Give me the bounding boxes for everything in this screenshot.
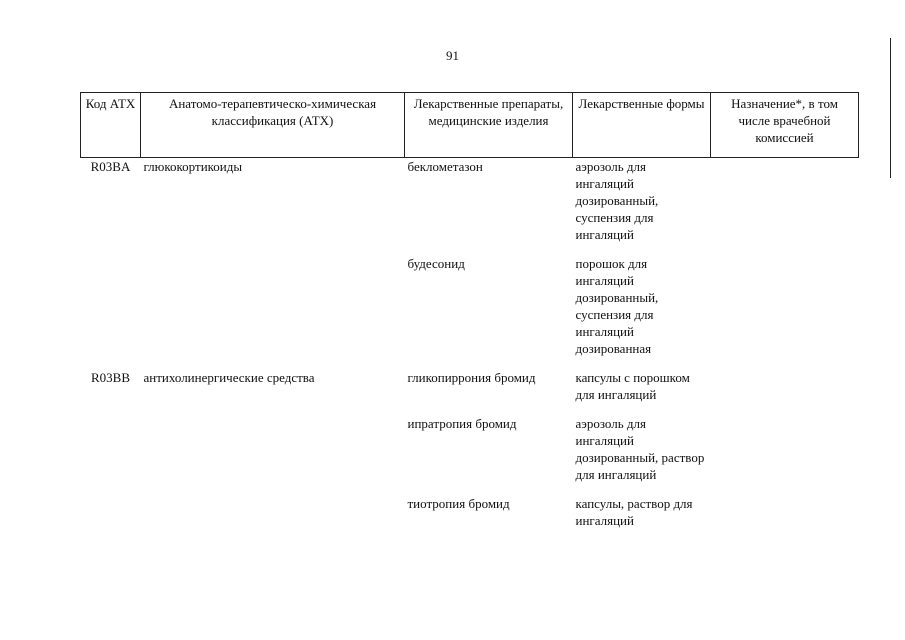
atx-classification xyxy=(141,255,405,357)
drug-form: порошок для ингаляций дозированный, суспензия для ингаляций дозированная xyxy=(575,256,659,356)
atx-code xyxy=(81,415,141,483)
atx-classification: глюкокортикоиды xyxy=(143,159,243,174)
drug-form: аэрозоль для ингаляций дозированный, раствор для ингаляций xyxy=(575,416,705,482)
table-row xyxy=(81,415,859,483)
drug-form: капсулы, раствор для ингаляций xyxy=(575,496,693,528)
atx-code: R03BA xyxy=(90,159,131,174)
atx-code xyxy=(81,255,141,357)
drug-purpose xyxy=(711,255,859,357)
drug-purpose xyxy=(711,369,859,403)
table-row xyxy=(81,495,859,529)
header-code: Код АТХ xyxy=(81,93,141,158)
drug-name: ипратропия бромид xyxy=(407,416,517,431)
table-row xyxy=(81,158,859,244)
drug-name: будесонид xyxy=(407,256,465,271)
drug-purpose xyxy=(711,415,859,483)
header-classification: Анатомо-терапевтическо-химическая классификация (АТХ) xyxy=(141,93,405,158)
table-row xyxy=(81,369,859,403)
header-purpose: Назначение*, в том числе врачебной комиссией xyxy=(711,93,859,158)
drug-name: гликопиррония бромид xyxy=(407,370,536,385)
drug-form: аэрозоль для ингаляций дозированный, суспензия для ингаляций xyxy=(575,159,659,242)
drug-form: капсулы с порошком для ингаляций xyxy=(575,370,690,402)
header-forms: Лекарственные формы xyxy=(573,93,711,158)
atx-classification xyxy=(141,495,405,529)
atx-code xyxy=(81,495,141,529)
drug-name: тиотропия бромид xyxy=(407,496,510,511)
atx-classification: антихолинергические средства xyxy=(143,370,315,385)
atx-code: R03BB xyxy=(90,370,130,385)
table-row xyxy=(81,255,859,357)
page-number: 91 xyxy=(446,48,459,63)
atx-classification xyxy=(141,415,405,483)
margin-line xyxy=(890,38,891,178)
drug-purpose xyxy=(711,158,859,244)
header-drugs: Лекарственные препараты, медицинские изделия xyxy=(405,93,573,158)
drug-purpose xyxy=(711,495,859,529)
atx-table xyxy=(80,92,859,529)
table-header-row xyxy=(81,93,859,158)
drug-name: беклометазон xyxy=(407,159,483,174)
